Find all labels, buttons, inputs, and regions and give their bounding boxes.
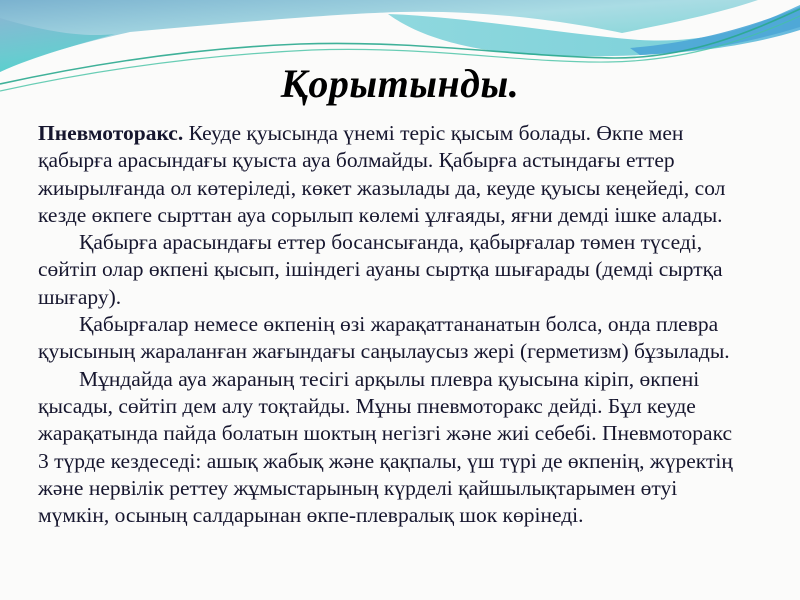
body-line: сөйтіп олар өкпені қысып, ішіндегі ауаны сыртқа шығарады (демді сыртқа — [38, 257, 723, 282]
body-line: Мұндайда ауа жараның тесігі арқылы плевра қуысына кіріп, өкпені — [79, 366, 700, 391]
body-line: шығару). — [38, 284, 122, 309]
body-line: қуысының жараланған жағындағы саңылаусыз жері (герметизм) бұзылады. — [38, 339, 730, 364]
body-line: Қабырғалар немесе өкпенің өзі жарақаттананатын болса, онда плевра — [79, 312, 719, 337]
body-line: жиырылғанда ол көтеріледі, көкет жазылады да, кеуде қуысы кеңейеді, сол — [38, 175, 726, 200]
body-line-lead-bold: Пневмоторакс. — [38, 121, 184, 145]
page-title: Қорытынды. — [280, 61, 520, 106]
body-line: қабырға арасындағы қуыста ауа болмайды. Қабырға астындағы еттер — [38, 148, 675, 173]
body-line: Пневмоторакс. Кеуде қуысында үнемі теріс қысым болады. Өкпе мен — [38, 121, 684, 145]
body-line: қысады, сөйтіп дем алу тоқтайды. Мұны пневмоторакс дейді. Бұл кеуде — [38, 393, 696, 418]
body-text — [38, 120, 772, 529]
body-line: Қабырға арасындағы еттер босансығанда, қабырғалар төмен түседі, — [79, 230, 703, 255]
body-line: жарақатында пайда болатын шоктың негізгі және жиі себебі. Пневмоторакс — [38, 421, 733, 446]
body-line: және нервілік реттеу жұмыстарының күрделі қайшылықтарымен өтуі — [38, 475, 678, 500]
body-line: мүмкін, осының салдарынан өкпе-плевралық шок көрінеді. — [38, 503, 584, 528]
body-line: кезде өкпеге сырттан ауа сорылып көлемі ұлғаяды, яғни демді ішке алады. — [38, 202, 723, 227]
body-line: 3 түрде кездеседі: ашық жабық және қақпалы, үш түрі де өкпенің, жүректің — [38, 448, 733, 473]
